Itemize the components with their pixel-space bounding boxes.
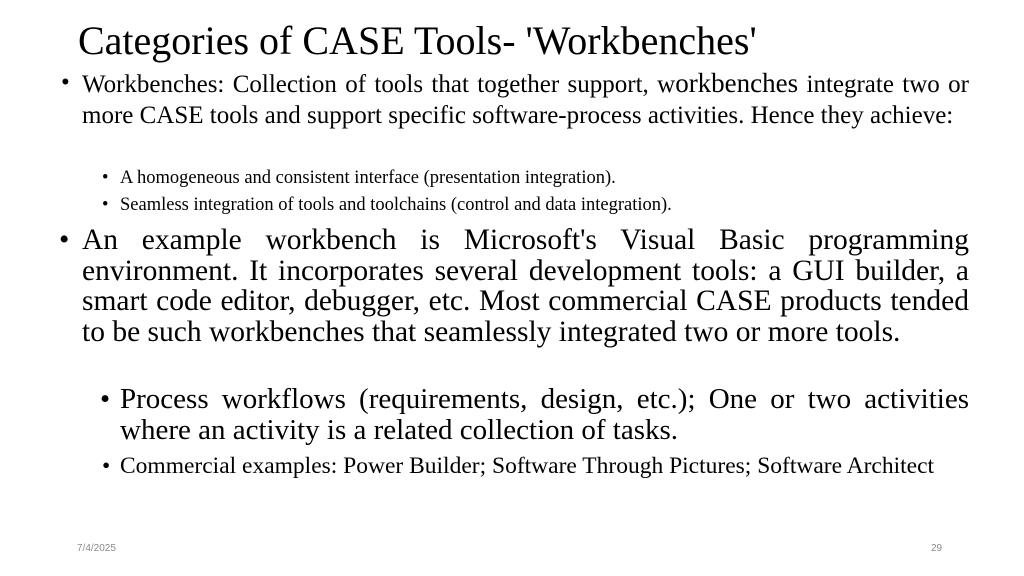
bullet-2-sub-2: Commercial examples: Power Builder; Software Through Pictures; Software Architect <box>120 453 935 479</box>
sub-bullet-marker: • <box>102 168 109 188</box>
sub-bullet-marker: • <box>102 453 111 479</box>
sub-bullet-marker: • <box>102 195 109 215</box>
bullet-1-sub-2: Seamless integration of tools and toolchains (control and data integration). <box>120 195 672 215</box>
footer-page-number: 29 <box>931 543 943 554</box>
bullet-marker: • <box>61 69 70 96</box>
bullet-1-text-part-b: orkbenches <box>675 68 799 98</box>
sub-bullet-marker: • <box>100 383 111 415</box>
bullet-1-sub-1: A homogeneous and consistent interface (presentation integration). <box>120 168 616 188</box>
bullet-2-sub-1: Process workflows (requirements, design, etc.); One or two activities where an activity is a related collection of tasks. <box>120 383 969 446</box>
bullet-2-text: An example workbench is Microsoft's Visual Basic programming environment. It incorporates several development tools: a GUI builder, a smart code editor, debugger, etc. Most commercial CASE products tended to be such workbenches that seamlessly integrated two or more tools. <box>82 224 969 348</box>
slide-title: Categories of CASE Tools- 'Workbenches' <box>78 18 757 63</box>
footer-date: 7/4/2025 <box>77 543 116 554</box>
bullet-1-text-part-c: integrate two or more CASE tools and support specific software-process activities. Hence they achieve: <box>82 71 969 129</box>
bullet-marker: • <box>59 224 70 256</box>
bullet-1-text <box>82 68 969 131</box>
bullet-1-text-part-a: Workbenches: Collection of tools that together support, w <box>82 71 676 98</box>
